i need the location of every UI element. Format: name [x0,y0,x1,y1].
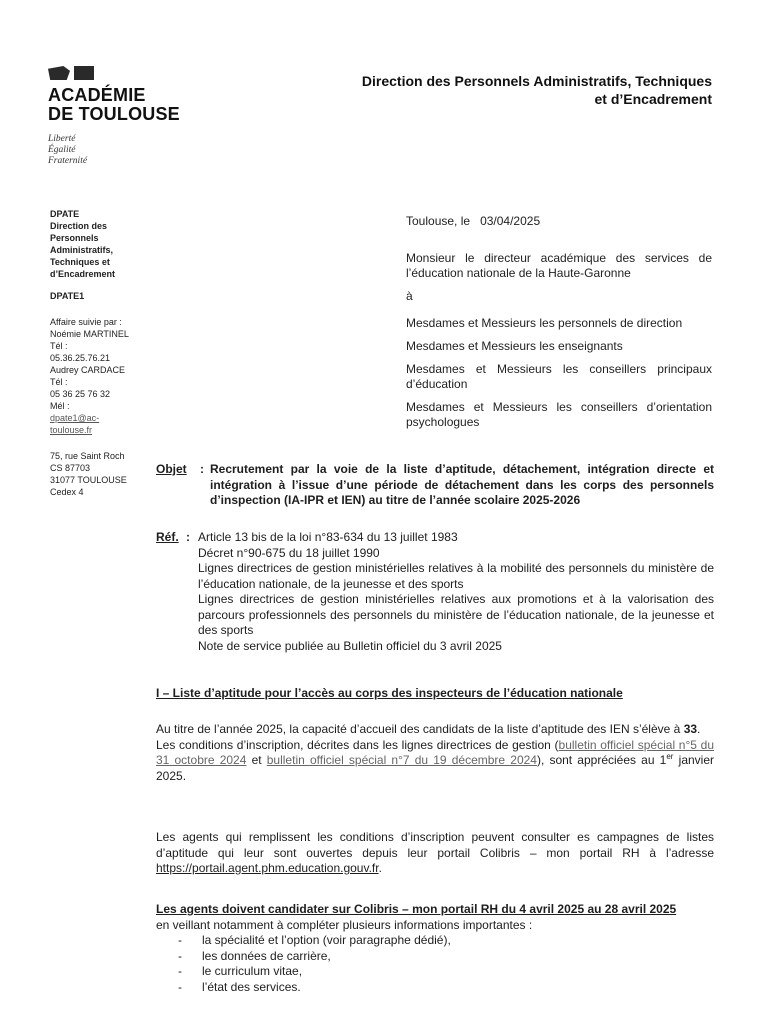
paragraph-candidature: Les agents doivent candidater sur Colibris – mon portail RH du 4 avril 2025 au 28 avril 2025 en veillant notamment à compléter plusieurs informations importantes : - la spécialité et l’option (voir paragraphe dédié), - les données de carrière, - le curriculum vitae, - l’état des services. [156,902,714,995]
section-paragraphs [156,722,714,784]
section-title: I – Liste d’aptitude pour l’accès au corps des inspecteurs de l’éducation nationale [156,686,623,700]
ref-item: Lignes directrices de gestion ministérielles relatives à la mobilité des personnels du ministère de l’éducation nationale, de la jeunesse et des sports [198,561,714,591]
ref-item: Lignes directrices de gestion ministérielles relatives aux promotions et à la valorisation des parcours professionnels des personnels du ministère de l’éducation nationale, de la jeunesse et des sports [198,592,714,637]
sidebar-dpate: DPATE [50,209,80,219]
paragraph-colibris: Les agents qui remplissent les conditions d’inscription peuvent consulter es campagnes de listes d’aptitude qui leur sont ouvertes depuis leur portail Colibris – mon portail RH à l’adresse https://portail.agent.phm.education.gouv.fr. [156,830,714,875]
recipient-item: Mesdames et Messieurs les conseillers principaux d’éducation [406,362,712,391]
letter-sender: Monsieur le directeur académique des services de l’éducation nationale de la Haute-Garonne [406,251,712,280]
objet-label: Objet [156,462,187,476]
ref-list [198,530,714,654]
sidebar-contact: DPATE Direction des Personnels Administratifs, Techniques et d’Encadrement DPATE1 Affaire suivie par : Noémie MARTINEL Tél : 05.36.25.76.21 Audrey CARDACE Tél : 05 36 25 76 32 Mél : dpate1@ac- toulouse.fr 75, rue Saint Roch CS 87703 31077 TOULOUSE Cedex 4 [50,208,150,498]
ref-label: Réf. [156,530,179,544]
sidebar-service: DPATE1 [50,291,85,301]
ref-item: Article 13 bis de la loi n°83-634 du 13 juillet 1983 [198,530,458,544]
academie-logo [48,66,208,167]
paragraph-capacity: Au titre de l’année 2025, la capacité d’accueil des candidats de la liste d’aptitude des IEN s’élève à 33. [156,722,701,736]
letter-to: à [406,289,413,303]
header-direction: Direction des Personnels Administratifs, Techniques et d’Encadrement [361,73,712,107]
objet-block: Objet : Recrutement par la voie de la liste d’aptitude, détachement, intégration directe et intégration à l’issue d’une période de détachement dans les corps des personnels d’inspection (IA-IPR et IEN) au titre de l’année scolaire 2025-2026 [156,462,714,507]
bulletin-link-2[interactable]: bulletin officiel spécial n°7 du 19 décembre 2024 [266,753,537,767]
sidebar-email-link[interactable]: dpate1@ac- toulouse.fr [50,413,100,435]
logo-motto: Liberté Égalité Fraternité [48,134,88,166]
letter-date: Toulouse, le 03/04/2025 [406,214,541,228]
ref-item: Note de service publiée au Bulletin officiel du 3 avril 2025 [198,638,502,653]
info-list [156,933,714,995]
candidature-deadline: Les agents doivent candidater sur Colibris – mon portail RH du 4 avril 2025 au 28 avril 2025 [156,902,677,916]
logo-title-line1: ACADÉMIE [48,85,146,105]
objet-text: Recrutement par la voie de la liste d’aptitude, détachement, intégration directe et intégration à l’issue d’une période de détachement dans les corps des personnels d’inspection (IA-IPR et IEN) au titre de l’année scolaire 2025-2026 [210,462,714,507]
recipient-item: Mesdames et Messieurs les enseignants [406,339,623,353]
ref-item: Décret n°90-675 du 18 juillet 1990 [198,545,380,560]
bulletin-link-1[interactable]: bulletin officiel spécial n°5 du 31 octobre 2024 [156,737,714,767]
logo-title-line2: DE TOULOUSE [48,104,180,124]
portail-link[interactable]: https://portail.agent.phm.education.gouv.fr [156,861,379,875]
list-item: - la spécialité et l’option (voir paragraphe dédié), [178,933,714,949]
list-item: - le curriculum vitae, [178,964,714,980]
recipient-item: Mesdames et Messieurs les personnels de direction [406,316,683,330]
paragraph-conditions: Les conditions d’inscription, décrites dans les lignes directrices de gestion (bulletin officiel spécial n°5 du 31 octobre 2024 et bulletin officiel spécial n°7 du 19 décembre 2024), sont appréciées au 1er janvier 2025. [156,737,714,783]
marianne-icon [48,66,208,80]
recipient-item: Mesdames et Messieurs les conseillers d’orientation psychologues [406,400,712,429]
list-item: - les données de carrière, [178,949,714,965]
ref-block: Réf. : Article 13 bis de la loi n°83-634 du 13 juillet 1983 Décret n°90-675 du 18 juillet 1990 Lignes directrices de gestion ministérielles relatives à la mobilité des personnels du ministère de l’éducation nationale, de la jeunesse et des sports Lignes directrices de gestion ministérielles relatives aux promotions et à la valorisation des parcours professionnels des personnels du ministère de l’éducation nationale, de la jeunesse et des sports Note de service publiée au Bulletin officiel du 3 avril 2025 [156,530,714,653]
sidebar-address: 75, rue Saint Roch CS 87703 31077 TOULOUSE Cedex 4 [50,451,127,497]
letter-recipients [406,214,712,438]
list-item: - l’état des services. [178,980,714,996]
